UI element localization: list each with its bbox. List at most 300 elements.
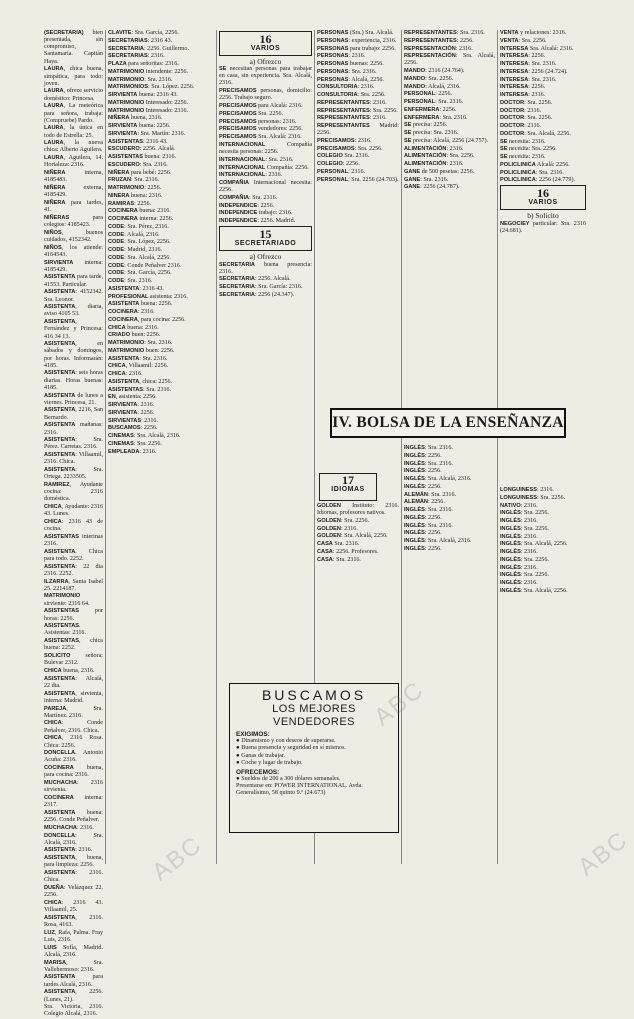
ad-keyword: PERSONAS bbox=[317, 68, 349, 75]
ad-keyword: CODE bbox=[108, 231, 125, 238]
ad-keyword: CODE bbox=[108, 254, 125, 261]
column-rule bbox=[497, 30, 498, 864]
ad-headline: BUSCAMOS bbox=[261, 687, 367, 703]
ad-keyword: CONSULTORIA bbox=[317, 92, 358, 98]
classified-ad: MATRIMONIO intendente: 2256. bbox=[108, 68, 189, 75]
ad-keyword: INGLÉS bbox=[404, 507, 425, 513]
section-title: VARIOS bbox=[528, 199, 558, 207]
ad-keyword: INDEPENDICE bbox=[219, 202, 258, 209]
section-header bbox=[500, 185, 586, 210]
classified-ad: ASISTENTAS: Sra. 2316. bbox=[108, 386, 172, 393]
classified-ad: ASISTENTA buena: 2256. bbox=[108, 301, 173, 308]
ad-keyword: ASISTENTA bbox=[44, 690, 76, 697]
ad-keyword: ASISTENTAS bbox=[44, 623, 80, 630]
classified-ad: MATRIMONIOS: Sra. López. 2256. bbox=[108, 84, 195, 91]
ad-keyword: DUEÑA bbox=[44, 885, 64, 892]
classified-ad: SE necesita: 2316. bbox=[500, 154, 546, 160]
classified-ad: COMPAÑIA: Sra. 2316. bbox=[219, 194, 278, 201]
classified-ad: CINEMAS: Sra. Alcalá, 2316. bbox=[108, 433, 181, 439]
section-subhead: b) Solicito bbox=[527, 211, 559, 221]
classified-ad: PERSONAS buenas: 2256. bbox=[317, 61, 384, 67]
classified-ad: INGLÉS: Sra. Alcalá, 2316. bbox=[404, 476, 472, 482]
ad-keyword: ASISTENTA bbox=[44, 437, 76, 444]
ad-keyword: DOCTOR bbox=[500, 115, 525, 122]
ad-keyword: NIÑOS bbox=[44, 244, 62, 251]
section-title: VARIOS bbox=[250, 45, 281, 52]
classified-ad: ASISTENTA mañanas: 2316. bbox=[44, 422, 103, 436]
classified-ad: SIRVIENTA: 2316. bbox=[108, 402, 155, 408]
classified-ad: COCINERA: 2316. bbox=[108, 309, 155, 315]
ad-keyword: MATRIMONIOS bbox=[108, 84, 148, 91]
classified-ad: ASISTENTA. Chica para todo. 2252. bbox=[44, 548, 103, 562]
ad-keyword: ASISTENTA bbox=[44, 304, 76, 311]
watermark: ABC bbox=[147, 830, 208, 887]
classified-ad: SIRVIENTA: 2256. bbox=[108, 409, 155, 416]
ad-keyword: NIÑOS bbox=[44, 229, 62, 236]
classified-ad: ASISTENTA: Sra. 2316. bbox=[108, 355, 168, 362]
classified-ad: INGLÉS: 2316. bbox=[500, 564, 538, 571]
classified-ad: ASISTENTA buena: 2256. Conde Peñalver. bbox=[44, 809, 103, 824]
classified-ad: INGLÉS: Sra. 2316. bbox=[404, 445, 453, 451]
ad-keyword: GANE bbox=[404, 168, 421, 175]
classified-ad: ASISTENTA: 22 dia 2316. 2252. bbox=[44, 563, 103, 577]
classified-ad: ASISTENTAS interinas 2316. bbox=[44, 533, 103, 547]
classified-ad: POLICLINICA: Sra. 2316. bbox=[500, 169, 564, 176]
ad-line: ● Coche y lugar de trabajo. bbox=[236, 760, 303, 767]
classified-ad: REPRESENTANTES: Sra. 2256. bbox=[317, 107, 398, 114]
ad-keyword: MANDO bbox=[404, 83, 426, 90]
classified-ad: CHICA, 2316 Rosa. Chica: 2256. bbox=[44, 735, 103, 749]
classified-ad: MATRIMONIO Interesado: 2316. bbox=[108, 107, 189, 114]
classified-ad: EN, asistenta: 2256. bbox=[108, 394, 157, 401]
classified-ad: GANE de 500 pesetas: 2256. bbox=[404, 168, 475, 175]
classified-ad: ASISTENTA, buena, para limpieza: 2256. bbox=[44, 855, 103, 869]
classified-ad: ASISTENTA para tarde, 41553. Particular. bbox=[44, 274, 103, 288]
classified-ad: INTERESA: 2256. bbox=[500, 53, 546, 60]
classified-ad: INGLÉS: 2256. bbox=[404, 468, 442, 475]
classified-ad: ASISTENTAS, chica buena: 2252. bbox=[44, 638, 103, 652]
ad-keyword: CRIADO bbox=[108, 332, 131, 339]
classified-ad: INTERESA: 2256 (24.724). bbox=[500, 68, 568, 75]
classified-ad: PRECISAMOS Sra. Alcalá: 2316. bbox=[219, 134, 302, 141]
classified-ad: ASISTENTA para tardes Alcalá, 2316. bbox=[44, 974, 103, 988]
classified-ad: INGLÉS: 2316. bbox=[500, 549, 538, 555]
ad-keyword: SOLICITO bbox=[44, 653, 71, 660]
ad-keyword: INGLÉS bbox=[500, 525, 521, 532]
ad-keyword: GOLDEN bbox=[317, 525, 341, 532]
ad-keyword: CODE bbox=[108, 239, 125, 246]
section-subhead: a) Ofrezco bbox=[249, 57, 282, 66]
ad-keyword: ASISTENTA bbox=[44, 370, 76, 377]
ad-keyword: ASISTENTA bbox=[108, 301, 140, 308]
classified-ad: INGLÉS: Sra. 2256. bbox=[500, 525, 549, 532]
ad-keyword: LAURA bbox=[44, 103, 64, 110]
ad-keyword: CINEMAS bbox=[108, 440, 134, 447]
classified-ad: (SECRETARIA) bien presentada, sin compromiso, Santamaría. Capitán Haya. bbox=[44, 30, 103, 65]
classified-ad: CODE: Conde Peñalver 2316. bbox=[108, 262, 182, 269]
classified-ad: COLEGIO: 2256. bbox=[317, 161, 360, 168]
ad-keyword: INTERESA bbox=[500, 68, 529, 75]
ad-keyword: SE bbox=[500, 138, 508, 145]
ad-keyword: CINEMAS bbox=[108, 433, 134, 439]
section-title: SECRETARIADO bbox=[234, 240, 297, 248]
classified-ad: SIRVIENTA buena: 2316 43. bbox=[108, 92, 178, 98]
ad-keyword: INGLÉS bbox=[404, 476, 425, 482]
classified-ad: RAMIREZ, Ayudante cocina: 2316 doméstica. bbox=[44, 481, 103, 503]
ad-keyword: ESCUDERO bbox=[108, 161, 140, 168]
ad-keyword: COLEGIO bbox=[317, 161, 343, 168]
ad-keyword: MATRIMONIO bbox=[108, 347, 145, 354]
ad-keyword: GANE bbox=[404, 176, 421, 183]
ad-keyword: LONGUINESS bbox=[500, 487, 537, 493]
ad-keyword: REPRESENTANTES bbox=[317, 115, 370, 122]
classified-ad: ESCUDERO: Sra. 2316. bbox=[108, 161, 168, 168]
ad-keyword: PERSONAL bbox=[317, 176, 349, 183]
classified-ad: CASA Sra. 2316. bbox=[317, 541, 360, 548]
classified-ad: ALEMÁN: 2256. bbox=[404, 499, 445, 506]
classified-ad: INGLÉS: 2256. bbox=[404, 530, 442, 537]
classified-ad: ASISTENTA: seis horas diarias. Horas buenas: 4185. bbox=[44, 370, 103, 391]
classified-ad: PRECISAMOS personas: 2316. bbox=[219, 118, 297, 125]
ad-keyword: INTERESA bbox=[500, 53, 529, 60]
ad-keyword: ASISTENTA bbox=[44, 809, 76, 816]
ad-keyword: ASISTENTA bbox=[44, 392, 76, 399]
classified-ad: PERSONAS: experiencia, 2316. bbox=[317, 37, 397, 44]
ad-keyword: ASISTENTA bbox=[44, 548, 76, 555]
ad-keyword: GOLDEN bbox=[317, 533, 341, 540]
classified-ad: SE necesitan personas para trabajar en casa, sin experiencia. Sra. Alcalá, 2316. bbox=[219, 66, 312, 87]
ad-keyword: REPRESENTACIÓN bbox=[404, 45, 456, 52]
ad-keyword: LUIS bbox=[44, 944, 57, 951]
classified-ad: PRECISAMOS vendedores: 2256. bbox=[219, 126, 303, 133]
ad-keyword: COLEGIO bbox=[317, 153, 343, 160]
section-number: 15 bbox=[259, 227, 272, 242]
ad-line: ● Buena presencia y seguridad en sí mismos. bbox=[236, 745, 346, 752]
ad-keyword: MANDO bbox=[404, 75, 426, 82]
classified-ad: COCINERA, para cocina: 2256. bbox=[108, 316, 186, 323]
classified-ad: ASISTENTA: Alcalá, 22 dia. bbox=[44, 675, 103, 689]
classified-column-1 bbox=[44, 30, 103, 1018]
ad-keyword: ESCUDERO bbox=[108, 146, 140, 153]
ad-keyword: CASA bbox=[317, 556, 333, 563]
classified-ad: COMPAÑIA Internacional necesita: 2256. bbox=[219, 180, 312, 194]
classified-ad: CASA: Sra. 2316. bbox=[317, 556, 361, 563]
ad-keyword: INTERNACIONAL bbox=[219, 141, 266, 148]
classified-ad: COCINERA buena, para cocina: 2316. bbox=[44, 765, 103, 779]
classified-ad: LUIS Sofía, Madrid. Alcalá, 2316. bbox=[44, 944, 103, 958]
ad-keyword: INGLÉS bbox=[404, 545, 425, 552]
classified-ad: GOLDEN: Sra. 2256. bbox=[317, 517, 370, 524]
ad-keyword: EN bbox=[108, 394, 116, 401]
classified-ad: COCINERA interna: 2317. bbox=[44, 795, 103, 809]
ad-keyword: ASISTENTA bbox=[44, 847, 76, 854]
ad-keyword: CASA bbox=[317, 548, 333, 555]
ad-keyword: ENFERMERA bbox=[404, 106, 440, 113]
classified-ad: SE necesita: Sra. 2256. bbox=[500, 146, 557, 153]
classified-ad: COLEGIO Sra. 2316. bbox=[317, 153, 370, 160]
classified-ad: DOCTOR: Sra. 2256. bbox=[500, 115, 553, 122]
ad-keyword: INGLÉS bbox=[404, 538, 425, 544]
classified-ad: CODE: Sra. García, 2256. bbox=[108, 270, 172, 277]
classified-ad: NIÑERA externa, 4185429. bbox=[44, 185, 103, 199]
ad-keyword: CODE bbox=[108, 247, 125, 253]
section-header bbox=[219, 31, 312, 56]
classified-ad: INTERNACIONAL: 2316. bbox=[219, 172, 283, 179]
classified-ad: INTERNACIONAL Compañía: 2256. bbox=[219, 164, 309, 171]
ad-keyword: INTERESA bbox=[500, 92, 529, 98]
classified-column-4 bbox=[317, 30, 399, 405]
classified-ad: REPRESENTANTES: Sra. 2316. bbox=[404, 30, 485, 36]
ad-keyword: INGLÉS bbox=[404, 483, 425, 490]
ad-keyword: PERSONAS bbox=[317, 37, 349, 44]
classified-ad: PERSONAS (Sra.) Sra. Alcalá. bbox=[317, 30, 394, 36]
classified-ad: GANE: 2256 (24.787). bbox=[404, 184, 460, 191]
ad-keyword: DOCTOR bbox=[500, 99, 525, 106]
classified-ad: ASISTENTAS. Asistentas: 2316. bbox=[44, 623, 86, 637]
ad-keyword: SIRVIENTA bbox=[44, 259, 74, 266]
classified-ad: CHICA buena: 2316. bbox=[108, 324, 159, 331]
ad-keyword: NEGOCIEY bbox=[500, 220, 530, 227]
classified-ad: DOCTOR: 2316. bbox=[500, 123, 542, 129]
ad-keyword: SIRVIENTA bbox=[108, 130, 138, 137]
ad-keyword: ALIMENTACIÓN bbox=[404, 161, 447, 168]
classified-ad: INGLÉS: Sra. Alcalá, 2316. bbox=[404, 538, 472, 544]
classified-ad: PERSONAL: Sra. 2256 (24.703). bbox=[317, 176, 399, 183]
classified-ad: INTERESA: Sra. 2316. bbox=[500, 61, 557, 67]
ad-keyword: REPRESENTANTES bbox=[317, 107, 370, 114]
ad-keyword: INDEPENDICE bbox=[219, 210, 258, 217]
ad-line: ● Ganas de trabajar. bbox=[236, 752, 286, 759]
classified-ad: PERSONAS: 2316. bbox=[317, 53, 366, 60]
ad-keyword: DONCELLA bbox=[44, 832, 76, 839]
ad-keyword: INTERNACIONAL bbox=[219, 164, 266, 171]
classified-ad: CHICA, Villaamil: 2256. bbox=[108, 363, 169, 370]
classified-ad: GOLDEN: Sra. Alcalá, 2256. bbox=[317, 533, 388, 540]
classified-ad: ALEMÁN: Sra. 2316. bbox=[404, 491, 457, 498]
classified-ad: SIRVIENTA buena: 2256. bbox=[108, 123, 171, 129]
ad-keyword: LUZ bbox=[44, 929, 55, 936]
ad-keyword: RAMIREZ bbox=[44, 481, 70, 488]
classified-ad: PERSONAL: Sra. 2316. bbox=[404, 99, 464, 106]
ad-keyword: CODE bbox=[108, 270, 125, 277]
ad-keyword: SE bbox=[404, 130, 412, 137]
classified-ad: SECRETARIA: 2256 (24.347). bbox=[219, 291, 295, 298]
classified-ad: LAURA, la nueva chica: Alberto Aguilera. bbox=[44, 140, 103, 154]
ad-keyword: ENFERMERA bbox=[404, 114, 440, 121]
section-header-idiomas bbox=[319, 473, 377, 501]
classified-ad: SE precisa: 2256. bbox=[404, 122, 448, 129]
classified-ad: ASISTENTA: 2316. Chica. bbox=[44, 870, 103, 884]
classified-ad: SIRVIENTA: Sra. Martín: 2316. bbox=[108, 130, 186, 137]
classified-ad: ALIMENTACIÓN: 2316. bbox=[404, 145, 464, 152]
ad-keyword: INGLÉS bbox=[404, 460, 425, 467]
ad-keyword: ASISTENTA bbox=[108, 355, 140, 362]
ad-keyword: INGLÉS bbox=[500, 510, 521, 517]
ad-keyword: NIÑERA bbox=[44, 170, 66, 177]
ad-keyword: CHICA bbox=[44, 735, 62, 742]
classified-ad: NINERA buena: 2316. bbox=[108, 192, 163, 199]
ad-keyword: ASISTENTA bbox=[44, 274, 76, 281]
ad-keyword: CODE bbox=[108, 278, 125, 284]
classified-ad: INGLÉS: Sra. 2256. bbox=[500, 572, 549, 579]
classified-ad: DUEÑA: Velázquez 22. 2256. bbox=[44, 885, 103, 899]
ad-keyword: ALEMÁN bbox=[404, 499, 428, 506]
classified-ad: ENFERMERA: Sra. 2316. bbox=[404, 114, 468, 121]
section-number: 16 bbox=[537, 186, 549, 201]
ad-keyword: INGLÉS bbox=[500, 518, 521, 524]
classified-ad: INGLÉS: 2316. bbox=[500, 518, 538, 524]
ad-keyword: ASISTENTAS bbox=[44, 608, 80, 615]
ad-keyword: ASISTENTA bbox=[44, 974, 76, 981]
ad-keyword: INGLÉS bbox=[500, 533, 521, 540]
classified-ad: MUCHACHA: 2316 sirvienta. bbox=[44, 780, 103, 794]
classified-ad: INGLÉS: Sra. Alcalá, 2256. bbox=[500, 587, 568, 594]
ad-keyword: BUSCAMOS bbox=[108, 425, 141, 432]
classified-ad: NIÑERA para bebé: 2256. bbox=[108, 169, 172, 176]
ad-keyword: SE bbox=[219, 66, 227, 73]
ad-keyword: INGLÉS bbox=[500, 572, 521, 579]
ad-keyword: COCINERA bbox=[44, 765, 74, 772]
classified-ad: INGLÉS: Sra. 2316. bbox=[404, 522, 453, 529]
classified-ad: REPRESENTANTES: 2256. bbox=[404, 37, 474, 44]
classified-ad: INGLÉS: 2256. bbox=[404, 545, 442, 552]
classified-ad: POLICLINICA: 2256 (24.779). bbox=[500, 177, 576, 184]
ad-keyword: COMPAÑIA bbox=[219, 194, 250, 201]
ad-subheadline: LOS MEJORES VENDEDORES bbox=[272, 703, 356, 728]
ad-keyword: PERSONAS bbox=[317, 30, 349, 36]
ad-keyword: MATRIMONIO bbox=[108, 107, 145, 114]
classified-ad: MARISA, Sra. Vallehermoso: 2316. bbox=[44, 959, 103, 973]
ad-keyword: ALIMENTACIÓN bbox=[404, 153, 447, 160]
classified-ad: MANDO: Alcalá, 2316. bbox=[404, 83, 461, 90]
classified-ad: ENFERMERA: 2256. bbox=[404, 106, 457, 113]
ad-keyword: POLICLINICA bbox=[500, 161, 536, 168]
ad-keyword: NIÑERA bbox=[44, 199, 66, 206]
classified-ad: REPRESENTANTES Madrid: 2256. bbox=[317, 123, 399, 137]
classified-ad: ASISTENTA, sirvienta, interna: Madrid. bbox=[44, 690, 103, 704]
classified-ad: CRIADO buen: 2256. bbox=[108, 332, 161, 339]
classified-ad: MATRIMONIO Interesado: 2256. bbox=[108, 99, 189, 106]
classified-ad: NIÑOS, los atiende: 4164543. bbox=[44, 244, 103, 258]
classified-ad: BUSCAMOS: 2256. bbox=[108, 425, 158, 432]
ad-keyword: INGLÉS bbox=[404, 445, 425, 451]
ad-keyword: LAURA bbox=[44, 88, 64, 95]
ad-keyword: PRECISAMOS bbox=[219, 103, 257, 110]
ad-keyword: SE bbox=[404, 122, 412, 129]
classified-ad: SE necesita: 2316. bbox=[500, 138, 546, 145]
ad-keyword: MATRIMONIO bbox=[44, 593, 81, 600]
ad-keyword: INTERNACIONAL bbox=[219, 156, 266, 163]
classified-ad: INDEPENDICE: 2256. Madrid. bbox=[219, 218, 296, 225]
idiomas-column-1 bbox=[317, 503, 399, 678]
ad-keyword: ASISTENTA bbox=[44, 407, 76, 414]
classified-ad: INTERESA: 2316. bbox=[500, 92, 546, 98]
ad-keyword: INGLÉS bbox=[500, 541, 521, 548]
classified-ad: REPRESENTANTES: 2316. bbox=[317, 115, 387, 122]
classified-ad: MUCHACHA: 2316. bbox=[44, 824, 94, 831]
idiomas-column-3 bbox=[500, 487, 586, 835]
ad-keyword: SECRETARIA bbox=[219, 261, 255, 268]
ad-keyword: INGLÉS bbox=[500, 556, 521, 563]
ad-keyword: SECRETARIAS bbox=[108, 53, 148, 60]
ad-keyword: CODE bbox=[108, 262, 125, 269]
ad-keyword: (SECRETARIA) bbox=[44, 30, 84, 36]
classified-ad: DONCELLA: Sra. Alcalá, 2316. bbox=[44, 832, 103, 846]
classified-ad: DOCTOR: Sra. 2256. bbox=[500, 99, 553, 106]
classified-ad: GANE: Sra. 2316. bbox=[404, 176, 449, 183]
classified-ad: INGLÉS: Sra. 2316. bbox=[404, 507, 453, 513]
ad-keyword: COCINERA bbox=[44, 795, 74, 801]
ad-keyword: PERSONAS bbox=[317, 76, 349, 83]
classified-ad: INGLÉS: 2256. bbox=[404, 483, 442, 490]
classified-ad: COCINERA interna: 2256. bbox=[108, 216, 174, 222]
ad-keyword: NIÑERA bbox=[108, 115, 130, 122]
ad-keyword: NIÑERAS bbox=[44, 214, 70, 221]
ad-keyword: LONGUINESS bbox=[500, 494, 537, 501]
classified-ad: MATRIMONIO sirviente: 2316 64. bbox=[44, 593, 90, 607]
ad-keyword: SECRETARIA bbox=[108, 45, 144, 52]
classified-ad: SE precisa: Sra. 2316. bbox=[404, 130, 459, 137]
ad-keyword: SIRVIENTA bbox=[108, 92, 138, 98]
ad-keyword: ALEMÁN bbox=[404, 491, 428, 498]
ad-keyword: CHICA bbox=[108, 363, 126, 370]
ad-keyword: INTERNACIONAL bbox=[219, 172, 266, 179]
ad-keyword: RAMIRAS bbox=[108, 200, 135, 207]
ad-line: ● Dinamismo y con deseos de superarse. bbox=[236, 738, 336, 744]
section-header bbox=[219, 226, 312, 251]
classified-ad: ESCUDERO: 2256. Alcalá. bbox=[108, 146, 176, 153]
ad-keyword: SE bbox=[500, 146, 508, 153]
ad-keyword: PLAZA bbox=[108, 61, 127, 67]
classified-ad: ASISTENTA: 2316. bbox=[44, 847, 93, 854]
ad-keyword: REPRESENTANTES bbox=[317, 123, 370, 129]
classified-ad: NEGOCIEY particular: Sra. 2316 (24.681). bbox=[500, 220, 586, 234]
classified-ad: ASISTENTA: 2316 43. bbox=[108, 285, 164, 292]
classified-ad: CHICA, Ayudante: 2316 43. Lunes. bbox=[44, 504, 103, 518]
classified-ad: SECRETARIAS: 2316 43. bbox=[108, 37, 173, 44]
ad-exigimos-label: EXIGIMOS: bbox=[236, 731, 270, 738]
classified-ad: INTERESA: Sra. 2316. bbox=[500, 76, 557, 83]
ad-keyword: COCINERA bbox=[108, 309, 138, 315]
ad-keyword: CLAVITE bbox=[108, 30, 132, 36]
classified-ad: PLAZA para señoritas: 2316. bbox=[108, 61, 179, 67]
classified-ad: ASISTENTA, 2216, San Bernardo. bbox=[44, 407, 103, 421]
classified-ad: PRECISAMOS personas, domicilio: 2256. Trabajo seguro. bbox=[219, 88, 312, 102]
classified-ad: CODE: Sra. López, 2256. bbox=[108, 239, 171, 246]
ad-keyword: NIÑERA bbox=[44, 185, 66, 192]
column-rule bbox=[401, 30, 402, 864]
ad-keyword: ASISTENTA bbox=[108, 378, 140, 385]
classified-ad: SOLICITO señora: Bulevar 2312. bbox=[44, 653, 103, 667]
ad-keyword: CONSULTORIA bbox=[317, 84, 358, 91]
ad-keyword: INGLÉS bbox=[500, 580, 521, 586]
classified-ad: MATRIMONIO: Sra. 2316. bbox=[108, 340, 173, 346]
classified-ad: PRECISAMOS: Sra. 2256. bbox=[317, 145, 383, 152]
ad-keyword: SECRETARIA bbox=[219, 284, 255, 291]
classified-ad: LONGUINESS: 2316. bbox=[500, 487, 554, 493]
classified-ad: NIÑERAS para colegios: 4185423. bbox=[44, 214, 103, 228]
classified-ad: PAREJA, Sra. Martínez. 2316. bbox=[44, 705, 103, 719]
classified-ad: CASA: 2256. Profesores. bbox=[317, 548, 379, 555]
ad-keyword: ASISTENTA bbox=[44, 563, 76, 570]
classified-ad: RAMIRAS: 2256. bbox=[108, 200, 152, 207]
classified-ad: CODE: Sra. Alcalá, 2256. bbox=[108, 254, 171, 261]
classified-ad: INGLÉS: 2316. bbox=[500, 533, 538, 540]
ad-keyword: SE bbox=[404, 137, 412, 144]
ad-keyword: EMPLEADA bbox=[108, 448, 140, 455]
classified-ad: Sra. Victoria, 2316. Colegio Alcalá, 2316. bbox=[44, 1004, 103, 1018]
ad-keyword: LAURA bbox=[44, 66, 64, 73]
